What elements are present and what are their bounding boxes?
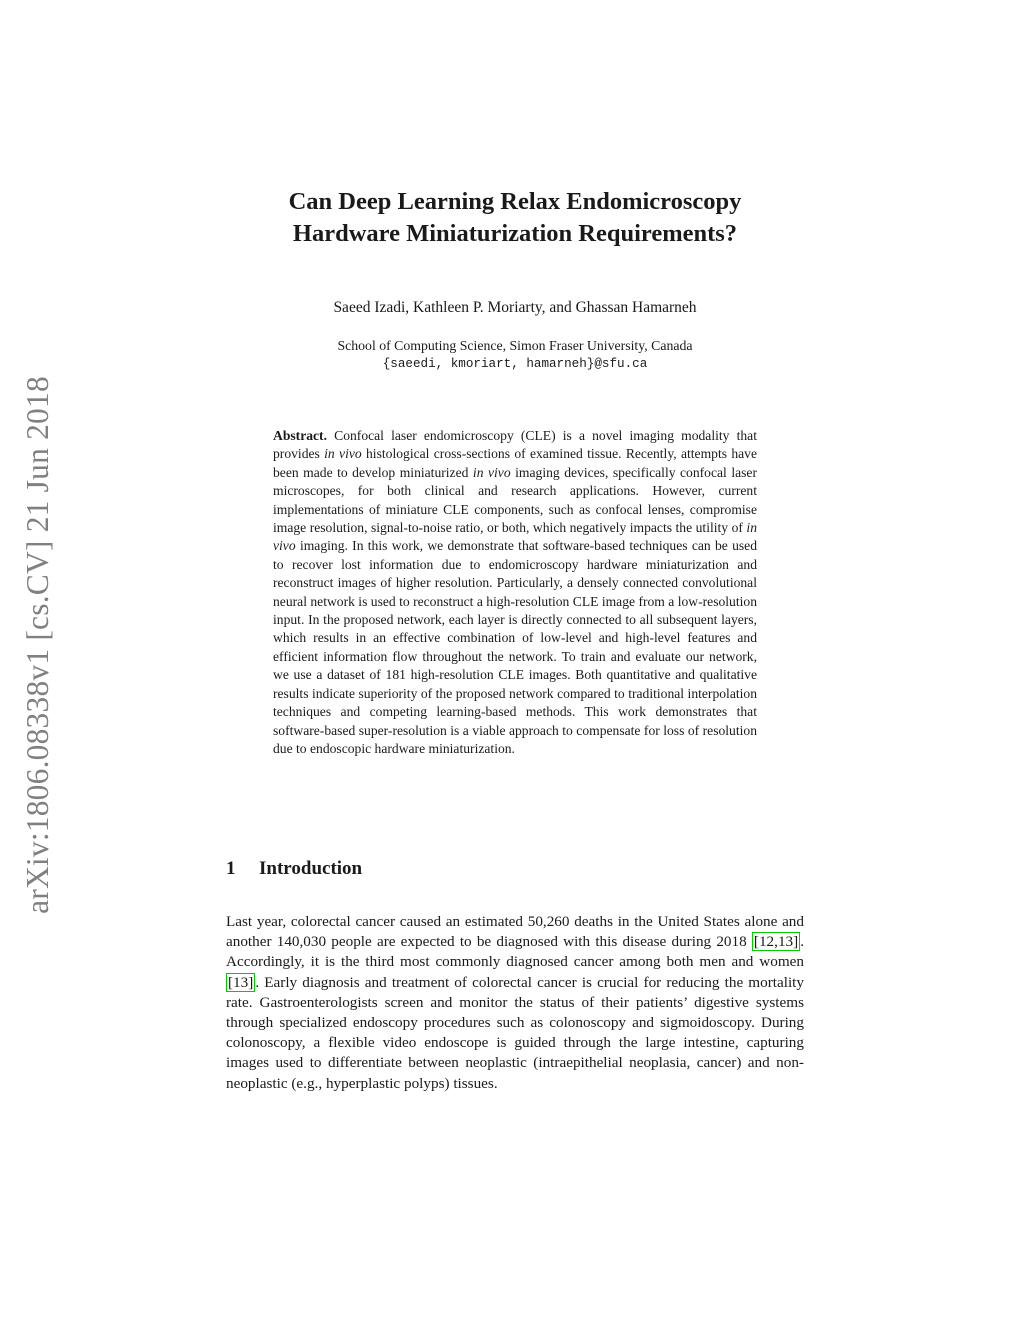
affiliation: School of Computing Science, Simon Fraser University, Canada xyxy=(337,338,693,353)
affiliation-block xyxy=(200,336,830,374)
citation-link[interactable]: [12,13] xyxy=(753,933,799,951)
intro-text-3: . Early diagnosis and treatment of colorectal cancer is crucial for reducing the mortality rate. Gastroenterologists screen and monitor the status of their patients’ digestive systems through specialized endoscopy procedures such as colonoscopy and sigmoidoscopy. During colonoscopy, a flexible video endoscope is guided through the large intestine, capturing images used to differentiate between neoplastic (intraepithelial neoplasia, cancer) and non-neoplastic (e.g., hyperplastic polyps) tissues. xyxy=(226,973,804,1092)
citation-link[interactable]: [13] xyxy=(228,973,254,991)
arxiv-identifier-stamp: arXiv:1806.08338v1 [cs.CV] 21 Jun 2018 xyxy=(20,376,55,914)
abstract-emphasis-2: in vivo xyxy=(472,464,511,480)
author-list: Saeed Izadi, Kathleen P. Moriarty, and Ghassan Hamarneh xyxy=(333,299,697,316)
author-emails: {saeedi, kmoriart, hamarneh}@sfu.ca xyxy=(382,357,648,371)
abstract-text-4: imaging. In this work, we demonstrate that software-based techniques can be used to recover lost information due to endomicroscopy hardware miniaturization and reconstruct images of higher resolution. Particularly, a densely connected convolutional neural network is used to reconstruct a high-resolution CLE image from a low-resolution input. In the proposed network, each layer is directly connected to all subsequent layers, which results in an effective combination of low-level and high-level features and efficient information flow throughout the network. To train and evaluate our network, we use a dataset of 181 high-resolution CLE images. Both quantitative and qualitative results indicate superiority of the proposed network compared to traditional interpolation techniques and competing learning-based methods. This work demonstrates that software-based super-resolution is a viable approach to compensate for loss of resolution due to endoscopic hardware miniaturization. xyxy=(273,538,757,756)
section-heading xyxy=(226,858,362,880)
abstract-text-3: imaging devices, specifically confocal laser microscopes, for both clinical and research applications. However, current implementations of miniature CLE components, such as confocal lenses, compromise image resolution, signal-to-noise ratio, or both, which negatively impacts the utility of xyxy=(273,464,757,536)
title-line-1: Can Deep Learning Relax Endomicroscopy xyxy=(288,188,742,215)
intro-text-1: Last year, colorectal cancer caused an estimated 50,260 deaths in the United States alone and another 140,030 people are expected to be diagnosed with this disease during 2018 xyxy=(226,913,804,951)
abstract-emphasis-3: in vivo xyxy=(273,520,757,554)
abstract-text-1: Confocal laser endomicroscopy (CLE) is a novel imaging modality that provides xyxy=(273,428,757,462)
title-line-2: Hardware Miniaturization Requirements? xyxy=(292,220,738,247)
intro-text-2: . Accordingly, it is the third most commonly diagnosed cancer among both men and women xyxy=(226,933,804,971)
paper-title xyxy=(200,186,830,250)
abstract xyxy=(273,427,757,758)
abstract-label: Abstract. xyxy=(273,428,327,443)
section-number: 1 xyxy=(226,858,236,879)
introduction-paragraph xyxy=(226,912,804,1094)
section-title: Introduction xyxy=(259,858,363,879)
abstract-emphasis-1: in vivo xyxy=(324,446,362,462)
abstract-text-2: histological cross-sections of examined tissue. Recently, attempts have been made to develop miniaturized xyxy=(273,446,758,480)
